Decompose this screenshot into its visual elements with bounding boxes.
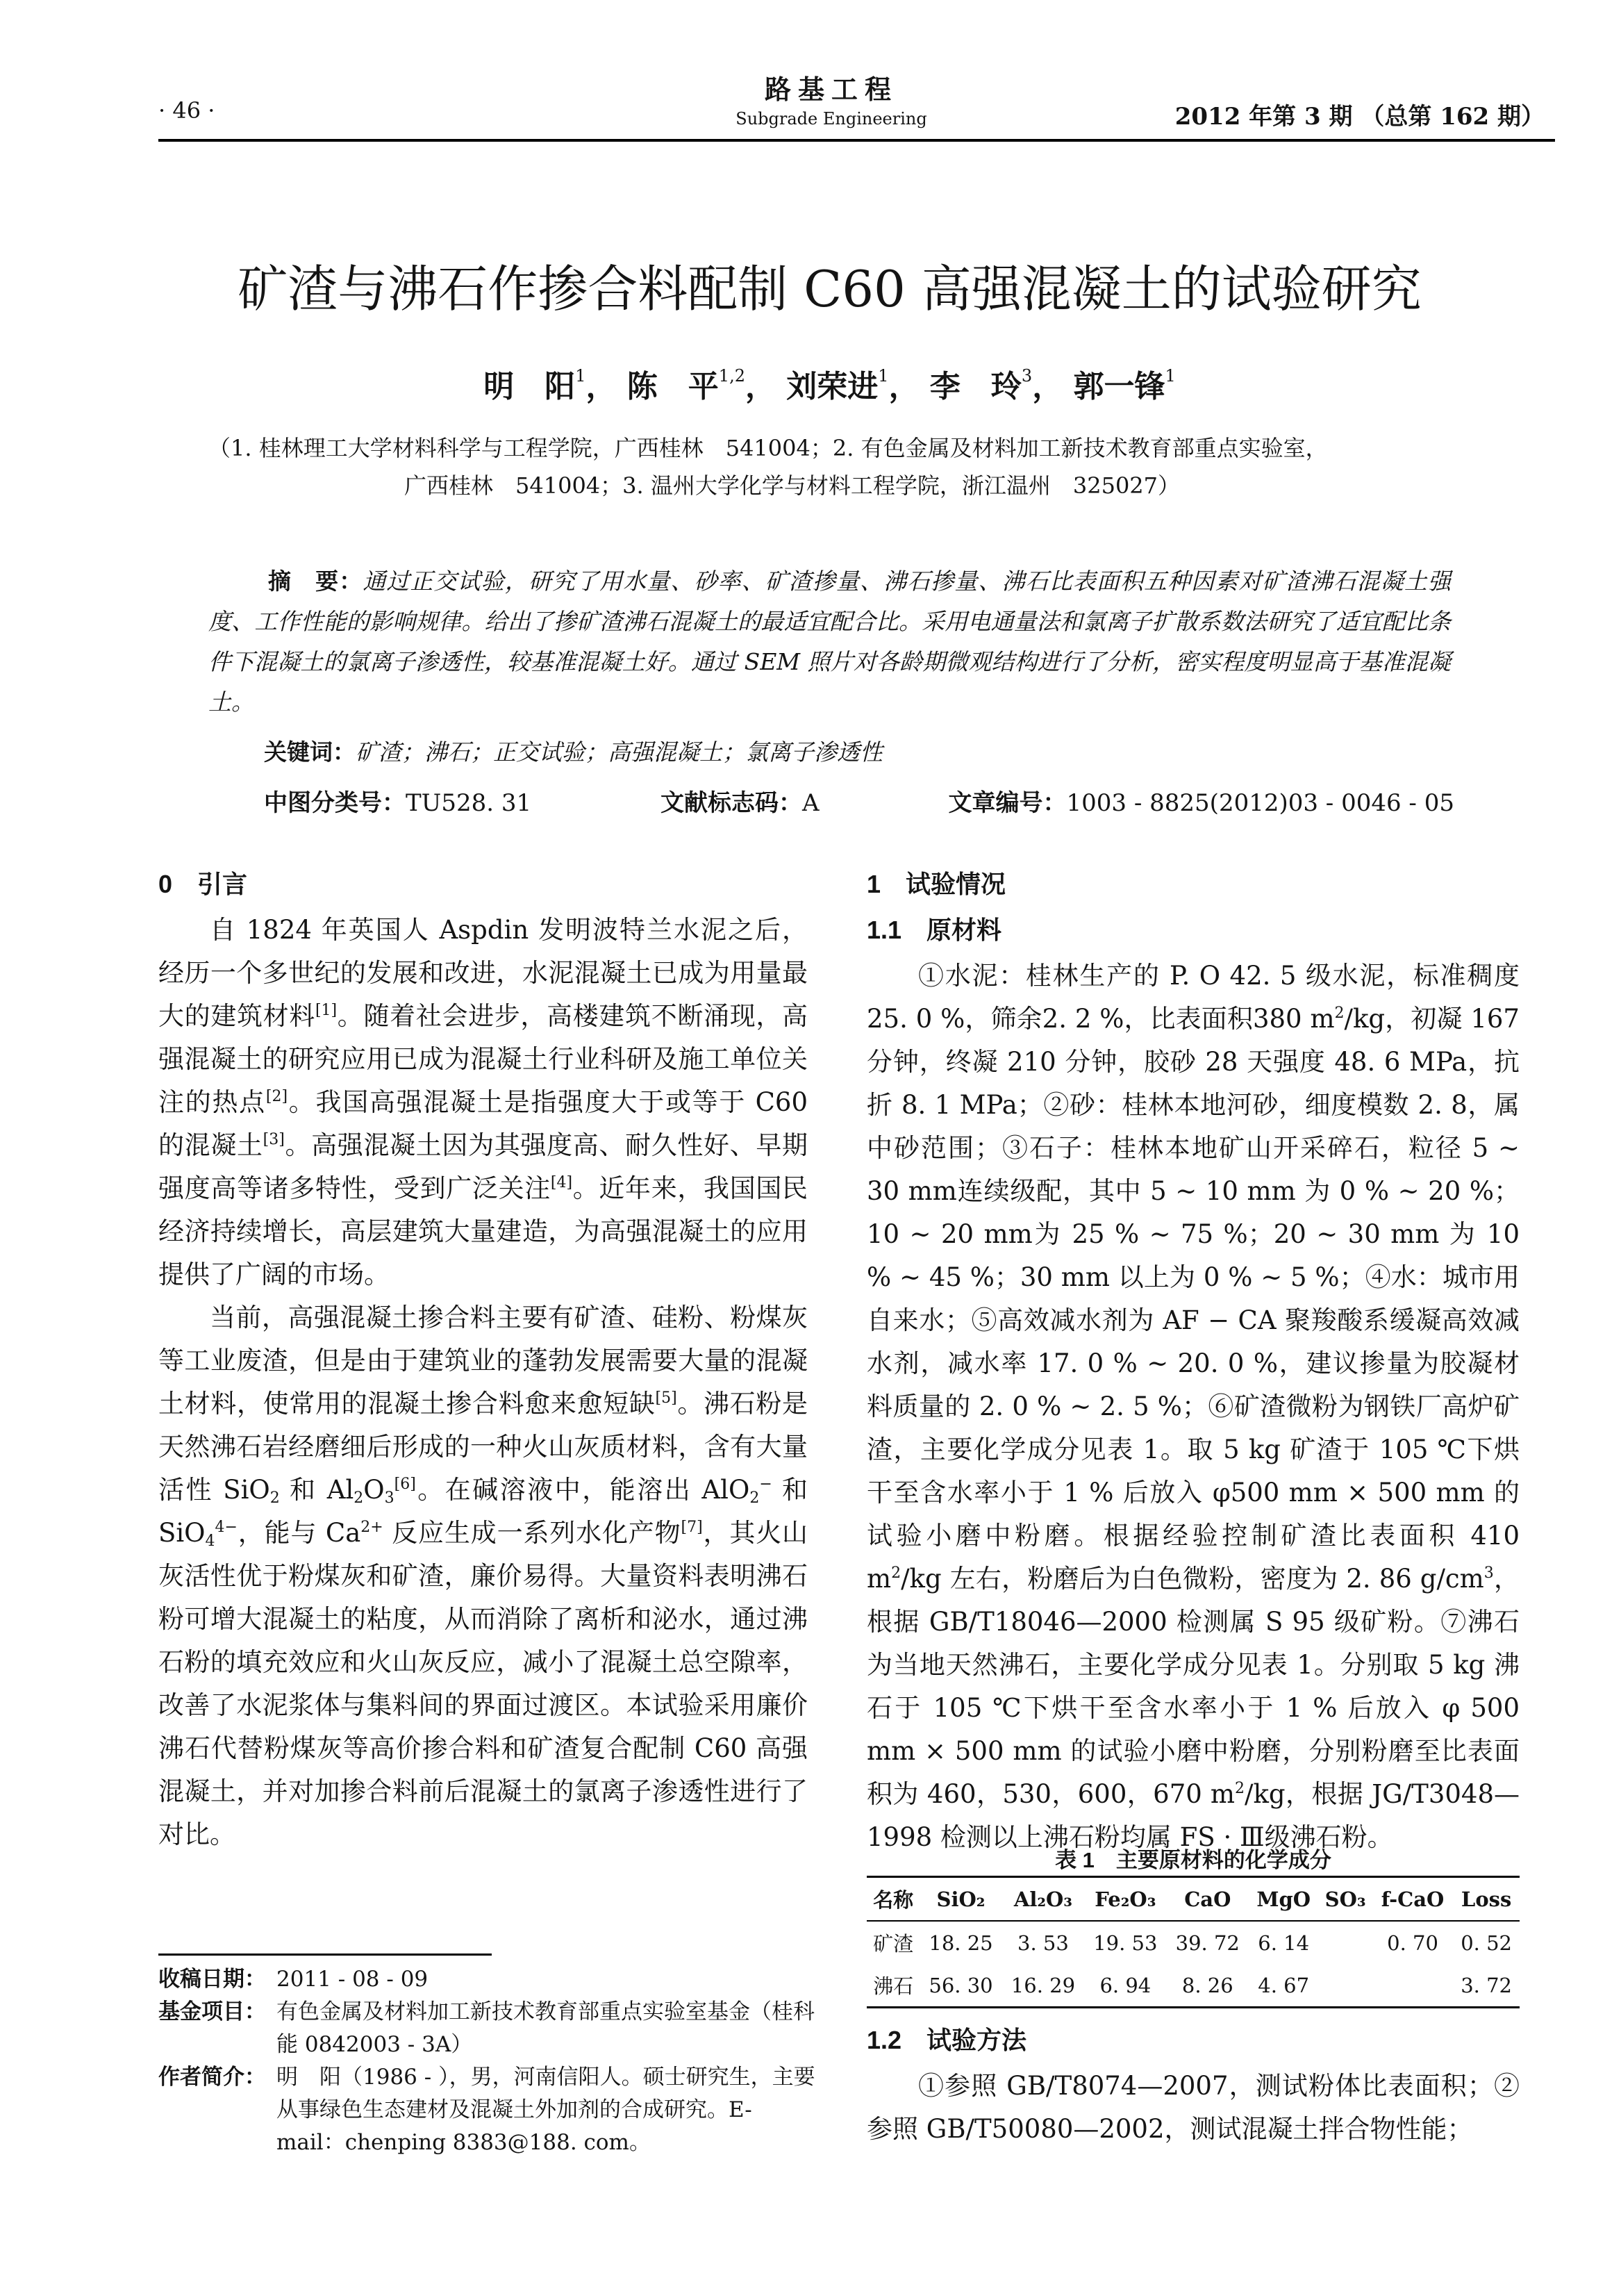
table-cell: 8. 26 xyxy=(1181,1973,1233,1997)
table-cell: 沸石 xyxy=(873,1974,914,1998)
header-rule xyxy=(158,139,1555,142)
author-affiliation-mark: 1,2 xyxy=(718,366,745,386)
footnotes xyxy=(158,1963,818,2159)
author-name: 郭一锋 xyxy=(1073,369,1165,404)
clc-value: TU528. 31 xyxy=(406,789,532,817)
clc-number xyxy=(264,784,531,818)
table-header-cell: Loss xyxy=(1461,1887,1512,1911)
table-cell xyxy=(1318,1964,1372,2008)
author-affiliation-mark: 3 xyxy=(1021,366,1033,386)
table-cell: 19. 53 xyxy=(1093,1931,1158,1955)
page-number: · 46 · xyxy=(158,97,215,124)
abstract xyxy=(208,561,1451,722)
table-row xyxy=(867,1921,1520,1964)
paper-title: 矿渣与沸石作掺合料配制 C60 高强混凝土的试验研究 xyxy=(238,260,1422,318)
table-header-cell: SiO₂ xyxy=(936,1887,986,1911)
journal-header xyxy=(706,68,956,129)
fund-project: 基金项目： 有色金属及材料加工新技术教育部重点实验室基金（桂科能 0842003 - 3A） xyxy=(158,1999,815,2057)
left-column xyxy=(158,863,808,1856)
author-list: 明 阳$^1$， 陈 平$^{1,2}$， 刘荣进$^1$， 李 玲$^3$， 郭一锋$^1$ xyxy=(483,366,1176,404)
author-affiliation-mark: 1 xyxy=(878,366,889,386)
subsection-heading: 1.2 试验方法 xyxy=(867,2026,1027,2054)
table-cell: 39. 72 xyxy=(1175,1931,1240,1955)
table-cell xyxy=(1372,1964,1453,2008)
doc-label: 文献标志码： xyxy=(660,789,803,817)
table-header-cell: CaO xyxy=(1184,1887,1231,1911)
right-column xyxy=(867,863,1520,1859)
affiliations xyxy=(208,429,1454,504)
author-name: 明 阳 xyxy=(483,369,576,404)
subsection-heading: 1.1 原材料 xyxy=(867,916,1002,944)
author-affiliation-mark: 1 xyxy=(575,366,586,386)
table-cell: 矿渣 xyxy=(873,1932,914,1956)
received-date: 收稿日期： 2011 - 08 - 09 xyxy=(158,1967,429,1992)
issue-info: 2012 年第 3 期 （总第 162 期） xyxy=(1174,103,1545,131)
table-cell: 16. 29 xyxy=(1011,1973,1076,1997)
table-cell: 3. 53 xyxy=(1017,1931,1069,1955)
table-cell xyxy=(1318,1921,1372,1964)
author-name: 刘荣进 xyxy=(786,369,879,404)
table-cell: 0. 70 xyxy=(1387,1931,1438,1955)
journal-name-cn: 路基工程 xyxy=(764,74,898,105)
test-method-paragraph: ①参照 GB/T8074—2007，测试粉体比表面积；②参照 GB/T50080—2002，测试混凝土拌合物性能； xyxy=(867,2071,1520,2144)
table-row xyxy=(867,1964,1520,2008)
table-cell: 4. 67 xyxy=(1258,1973,1310,1997)
article-label: 文章编号： xyxy=(948,789,1067,817)
document-code xyxy=(660,784,820,818)
table-cell: 0. 52 xyxy=(1461,1931,1513,1955)
table-header-cell: f-CaO xyxy=(1381,1887,1445,1911)
table-cell: 6. 94 xyxy=(1099,1973,1152,1997)
table-caption: 表 1 主要原材料的化学成分 xyxy=(1055,1848,1331,1872)
clc-label: 中图分类号： xyxy=(264,789,406,817)
article-value: 1003 - 8825(2012)03 - 0046 - 05 xyxy=(1066,789,1454,817)
abstract-label: 摘 要： xyxy=(268,568,363,595)
keywords-label: 关键词： xyxy=(264,738,356,766)
table-header-cell: Fe₂O₃ xyxy=(1095,1887,1156,1911)
affiliation-line: （1. 桂林理工大学材料科学与工程学院，广西桂林 541004；2. 有色金属及材料加工新技术教育部重点实验室， xyxy=(208,435,1328,461)
affiliation-line: 广西桂林 541004；3. 温州大学化学与材料工程学院，浙江温州 325027） xyxy=(404,472,1181,499)
keywords-text: 矿渣；沸石；正交试验；高强混凝土；氯离子渗透性 xyxy=(356,738,883,766)
intro-paragraph-1: 自 1824 年英国人 Aspdin 发明波特兰水泥之后，经历一个多世纪的发展和改进，水泥混凝土已成为用量最大的建筑材料[1]。随着社会进步，高楼建筑不断涌现，高强混凝土的研究应用已成为混凝土行业科研及施工单位关注的热点[2]。我国高强混凝土是指强度大于或等于 C60 的混凝土[3]。高强混凝土因为其强度高、耐久性好、早期强度高等诸多特性，受到广泛关注[4]。近年来，我国国民经济持续增长，高层建筑大量建造，为高强混凝土的应用提供了广阔的市场。 xyxy=(158,915,808,1289)
intro-paragraph-2: 当前，高强混凝土掺合料主要有矿渣、硅粉、粉煤灰等工业废渣，但是由于建筑业的蓬勃发展需要大量的混凝土材料，使常用的混凝土掺合料愈来愈短缺[5]。沸石粉是天然沸石岩经磨细后形成的一种火山灰质材料，含有大量活性 SiO$_2$ 和 $Al_2O_3[6]$。在碱溶液中，能溶出 AlO$_2$− 和 SiO$_4^{4-}$，能与 $Ca^{2+}$ 反应生成一系列水化产物[7]，其火山灰活性优于粉煤灰和矿渣，廉价易得。大量资料表明沸石粉可增大混凝土的粘度，从而消除了离析和泌水，通过沸石粉的填充效应和火山灰反应，减小了混凝土总空隙率，改善了水泥浆体与集料间的界面过渡区。本试验采用廉价沸石代替粉煤灰等高价掺合料和矿渣复合配制 C60 高强混凝土，并对加掺合料前后混凝土的氯离子渗透性进行了对比。 xyxy=(158,1303,808,1849)
author-name: 陈 平 xyxy=(626,369,719,404)
table-header-cell: 名称 xyxy=(873,1888,914,1912)
author-affiliation-mark: 1 xyxy=(1165,366,1176,386)
section-heading: 0 引言 xyxy=(158,870,248,898)
table-header-cell: MgO xyxy=(1256,1887,1311,1911)
materials-paragraph: ①水泥：桂林生产的 P. O 42. 5 级水泥，标准稠度25. 0 %，筛余2. 2 %，比表面积380 $m^2/kg$，初凝 167 分钟，终凝 210 分钟，胶砂 28 天强度 48. 6 MPa，抗折 8. 1 MPa；②砂：桂林本地河砂，细度模数 2. 8，属中砂范围；③石子：桂林本地矿山开采碎石，粒径 5 ~ 30 mm连续级配，其中 5 ~ 10 mm 为 0 % ~ 20 %；10 ~ 20 mm为 25 % ~ 75 %；20 ~ 30 mm 为 10 % ~ 45 %；30 mm 以上为 0 % ~ 5 %；④水：城市用自来水；⑤高效减水剂为 AF − CA 聚羧酸系缓凝高效减水剂，减水率 17. 0 % ~ 20. 0 %，建议掺量为胶凝材料质量的 2. 0 % ~ 2. 5 %；⑥矿渣微粉为钢铁厂高炉矿渣，主要化学成分见表 1。取 5 kg 矿渣于 105 ℃下烘干至含水率小于 1 % 后放入 φ500 mm × 500 mm 的试验小磨中粉磨。根据经验控制矿渣比表面积 410 $m^2/kg$ 左右，粉磨后为白色微粉，密度为 2. 86 $g/cm^3$，根据 GB/T18046—2000 检测属 S 95 级矿粉。⑦沸石为当地天然沸石，主要化学成分见表 1。分别取 5 kg 沸石于 105 ℃下烘干至含水率小于 1 % 后放入 φ 500 mm × 500 mm 的试验小磨中粉磨，分别粉磨至比表面积为 460，530，600，670 $m^2/kg$，根据 JG/T3048—1998 检测以上沸石粉均属 FS · Ⅲ级沸石粉。 xyxy=(867,961,1520,1852)
table-cell: 18. 25 xyxy=(929,1931,993,1955)
test-method-section xyxy=(867,2019,1520,2151)
article-number xyxy=(949,784,1454,818)
footnote-rule xyxy=(158,1954,492,1956)
doc-value: A xyxy=(802,789,820,817)
chemical-composition-table xyxy=(867,1876,1520,2008)
abstract-text: 通过正交试验，研究了用水量、砂率、矿渣掺量、沸石掺量、沸石比表面积五种因素对矿渣沸石混凝土强度、工作性能的影响规律。给出了掺矿渣沸石混凝土的最适宜配合比。采用电通量法和氯离子扩散系数法研究了适宜配比条件下混凝土的氯离子渗透性，较基准混凝土好。通过 SEM 照片对各龄期微观结构进行了分析，密实程度明显高于基准混凝土。 xyxy=(208,568,1452,716)
section-heading: 1 试验情况 xyxy=(867,870,1006,898)
journal-name-en: Subgrade Engineering xyxy=(735,109,927,129)
table-header-cell: SO₃ xyxy=(1324,1887,1366,1911)
table-header-cell: Al₂O₃ xyxy=(1013,1887,1073,1911)
table-cell: 56. 30 xyxy=(929,1973,993,1997)
classification-row xyxy=(264,784,1454,818)
keywords xyxy=(264,735,1451,770)
table-cell: 3. 72 xyxy=(1461,1973,1513,1997)
author-bio: 作者简介： 明 阳（1986 - ），男，河南信阳人。硕士研究生，主要从事绿色生态建材及混凝土外加剂的合成研究。E-mail：chenping 8383@188. com。 xyxy=(158,2065,815,2155)
table-cell: 6. 14 xyxy=(1258,1931,1310,1955)
table-header-row xyxy=(867,1877,1520,1922)
author-name: 李 玲 xyxy=(929,369,1022,404)
